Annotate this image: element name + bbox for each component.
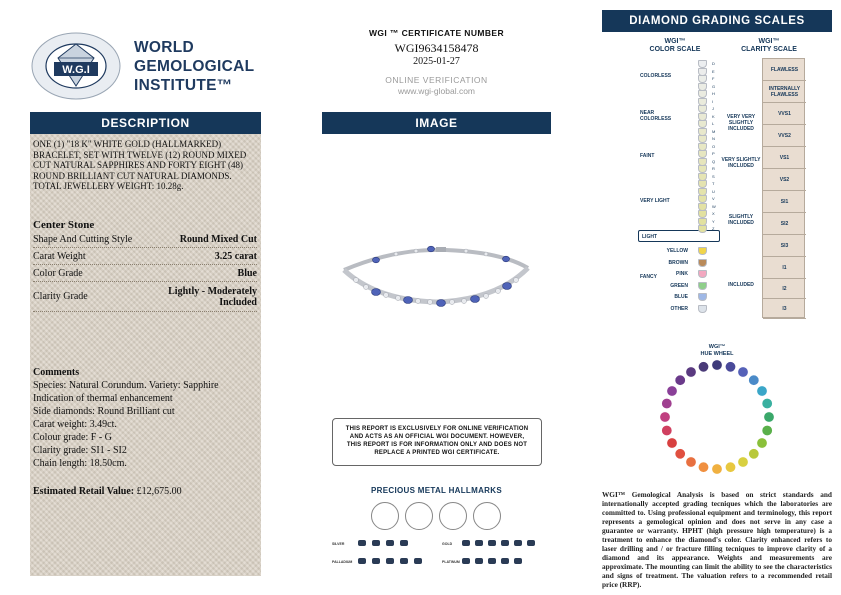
- hue-swatch: [762, 425, 772, 435]
- hallmark-row-label: PALLADIUM: [332, 560, 353, 564]
- hallmark-stamp-icon: [400, 540, 408, 546]
- hallmark-stamp-icon: [475, 540, 483, 546]
- fancy-color-label: BROWN: [668, 259, 688, 266]
- color-gem-icon: [698, 120, 707, 128]
- certificate-number: WGI9634158478: [394, 41, 479, 55]
- color-group-colorless: COLORLESS: [640, 73, 672, 79]
- hallmark-stamp-icon: [475, 558, 483, 564]
- light-range-box: [638, 230, 720, 242]
- fancy-color-label: OTHER: [670, 305, 688, 312]
- clarity-scale-heading: [734, 38, 804, 54]
- hallmark-stamp-icon: [414, 558, 422, 564]
- hue-swatch: [712, 464, 722, 474]
- clarity-grade-cell: SI1: [763, 191, 806, 213]
- hallmark-stamp-icon: [462, 540, 470, 546]
- gold-coin-icon: [371, 502, 399, 530]
- clarity-grade-cell: I3: [763, 299, 806, 319]
- hue-swatch: [757, 438, 767, 448]
- svg-text:W.G.I: W.G.I: [62, 64, 90, 76]
- certificate-date: 2025-01-27: [413, 56, 460, 67]
- comment-line: Colour grade: F - G: [33, 431, 112, 443]
- hue-swatch: [662, 398, 672, 408]
- hue-swatch: [686, 457, 696, 467]
- description-text: ONE (1) "18 K" WHITE GOLD (HALLMARKED) BRACELET, SET WITH TWELVE (12) ROUND MIXED CUT NATURAL SAPPHIRES AND FORTY EIGHT (48) ROUND BRILLIANT CUT NATURAL DIAMONDS. TOTAL JEWELLERY WEIGHT: 10.28g.: [33, 139, 247, 192]
- hallmark-stamp-icon: [400, 558, 408, 564]
- bronze-coin-icon: [473, 502, 501, 530]
- color-letter: N: [712, 136, 715, 141]
- hallmark-stamp-icon: [501, 540, 509, 546]
- hallmark-stamp-icon: [386, 540, 394, 546]
- spec-value: Lightly - Moderately Included: [168, 285, 257, 308]
- hallmark-stamps: [332, 540, 544, 570]
- color-group-light: LIGHT: [642, 234, 657, 240]
- fancy-gem-icon: [698, 282, 707, 290]
- clarity-scale-head-line: WGI™: [758, 38, 780, 45]
- clarity-group-included: INCLUDED: [728, 282, 754, 288]
- clarity-grade-cell: VVS1: [763, 103, 806, 125]
- middle-column: [322, 0, 551, 595]
- dark-metal-coin-icon: [405, 502, 433, 530]
- color-letter: Z: [712, 226, 715, 231]
- color-letter: D: [712, 61, 715, 66]
- color-gem-icon: [698, 150, 707, 158]
- comment-line: Side diamonds: Round Brilliant cut: [33, 405, 175, 417]
- comments-list: [33, 379, 257, 470]
- center-stone-title: Center Stone: [33, 218, 95, 231]
- color-letter: S: [712, 173, 715, 179]
- spec-label: Color Grade: [33, 267, 83, 279]
- hallmark-stamp-icon: [372, 540, 380, 546]
- left-column: [30, 0, 261, 595]
- fancy-gem-icon: [698, 293, 707, 301]
- color-letter: M: [712, 128, 716, 134]
- color-letter: E: [712, 68, 715, 74]
- clarity-grade-table: [762, 58, 805, 318]
- comment-line: Chain length: 18.50cm.: [33, 457, 127, 469]
- color-gem-icon: [698, 225, 707, 233]
- fancy-color-label: GREEN: [670, 282, 688, 289]
- hallmark-stamp-icon: [527, 540, 535, 546]
- fancy-gem-icon: [698, 259, 707, 267]
- color-letter: U: [712, 188, 715, 194]
- clarity-grade-cell: I1: [763, 257, 806, 279]
- clarity-grade-cell: FLAWLESS: [763, 59, 806, 81]
- hue-swatch: [662, 425, 672, 435]
- hallmark-stamp-icon: [501, 558, 509, 564]
- hue-swatch: [762, 398, 772, 408]
- color-gem-icon: [698, 195, 707, 203]
- spec-label: Shape And Cutting Style: [33, 233, 133, 245]
- fancy-color-label: PINK: [676, 271, 688, 277]
- hue-swatch: [738, 457, 748, 467]
- color-letter: J: [712, 106, 714, 111]
- hallmark-stamp-icon: [488, 540, 496, 546]
- right-column: [602, 0, 832, 595]
- hue-swatch: [749, 449, 759, 459]
- retail-label: Estimated Retail Value:: [33, 485, 135, 497]
- hue-wheel-head-line: WGI™: [708, 344, 726, 350]
- color-gem-icon: [698, 60, 707, 68]
- color-letter: H: [712, 91, 715, 96]
- color-gem-icon: [698, 135, 707, 143]
- color-gem-icon: [698, 75, 707, 83]
- hallmark-stamp-icon: [462, 558, 470, 564]
- logo-line-1: WORLD: [134, 39, 195, 56]
- spec-label: Carat Weight: [33, 250, 86, 262]
- description-panel: [30, 134, 261, 576]
- fancy-color-label: BLUE: [674, 294, 688, 300]
- hue-wheel-head-line: HUE WHEEL: [700, 350, 734, 357]
- color-gem-icon: [698, 105, 707, 113]
- clarity-group-vvs: VERY VERY SLIGHTLY INCLUDED: [726, 114, 756, 132]
- spec-value: Round Mixed Cut: [179, 233, 257, 245]
- retail-amount: £12,675.00: [136, 485, 182, 497]
- hallmark-row-label: GOLD: [442, 542, 453, 546]
- hue-swatch: [725, 462, 735, 472]
- color-group-faint: FAINT: [640, 153, 655, 159]
- hallmark-stamp-icon: [386, 558, 394, 564]
- hue-swatch: [764, 412, 774, 422]
- clarity-grade-cell: SI3: [763, 235, 806, 257]
- description-heading: DESCRIPTION: [30, 112, 261, 134]
- logo-wordmark: [134, 38, 254, 95]
- hue-swatch: [712, 360, 722, 370]
- bracelet-photo: [336, 240, 536, 320]
- hue-swatch: [757, 386, 767, 396]
- clarity-grade-cell: I2: [763, 279, 806, 299]
- color-scale-head-line: COLOR SCALE: [649, 46, 701, 53]
- color-gem-icon: [698, 90, 707, 98]
- hue-swatch: [660, 412, 670, 422]
- fancy-color-label: YELLOW: [666, 248, 688, 254]
- color-letter: L: [712, 121, 715, 126]
- hue-swatch: [686, 367, 696, 377]
- grading-disclaimer-text: WGI™ Gemological Analysis is based on strict standards and internationally accepted grading tecniques which the laboratories are committed to. Using professional equipment and terminology, this report represents a gemological opinion and does not serve in any case a guarantee or warranty. HPHT (high pressure high temperature) is a treatment to enhance the diamond's color. Clarity enhanced refers to laser drilling and / or fracture filling tecniques to improve clarity of a diamond and its appearance. Weights and measurements are approximate. The mounting can limit the ability to see the characteristics and signs of treatment. The valuation refers to a recommended retail price (RRP).: [602, 490, 832, 589]
- color-letter: O: [712, 143, 716, 149]
- clarity-group-si: SLIGHTLY INCLUDED: [728, 214, 754, 226]
- comment-line: Species: Natural Corundum. Variety: Sapphire: [33, 379, 219, 391]
- hallmarks-title: PRECIOUS METAL HALLMARKS: [371, 486, 502, 495]
- image-heading: IMAGE: [322, 112, 551, 134]
- color-letter: W: [712, 203, 716, 209]
- hallmark-stamp-icon: [372, 558, 380, 564]
- online-verification-label: ONLINE VERIFICATION: [385, 75, 488, 85]
- color-letter: Y: [712, 218, 715, 224]
- color-letter: G: [712, 83, 716, 89]
- fancy-label: FANCY: [640, 274, 657, 280]
- spec-row-shape: [33, 231, 257, 248]
- spec-row-color: [33, 265, 257, 282]
- color-group-very-light: VERY LIGHT: [640, 198, 670, 204]
- clarity-group-vs: VERY SLIGHTLY INCLUDED: [721, 157, 761, 169]
- color-letter: P: [712, 151, 715, 156]
- hue-swatch: [725, 362, 735, 372]
- wgi-emblem: [30, 30, 122, 102]
- spec-value: Blue: [237, 267, 257, 279]
- spec-value: 3.25 carat: [214, 250, 257, 262]
- color-letter: Q: [712, 158, 716, 164]
- comment-line: Carat weight: 3.49ct.: [33, 418, 117, 430]
- comment-line: Indication of thermal enhancement: [33, 392, 173, 404]
- hallmark-coins: [371, 502, 502, 532]
- silver-coin-icon: [439, 502, 467, 530]
- hue-swatch: [698, 462, 708, 472]
- color-gem-icon: [698, 180, 707, 188]
- hallmark-stamp-icon: [514, 540, 522, 546]
- logo-line-3: INSTITUTE™: [134, 77, 233, 94]
- logo-line-2: GEMOLOGICAL: [134, 58, 255, 75]
- wgi-logo: [30, 30, 261, 102]
- color-letter: R: [712, 166, 715, 171]
- clarity-grade-cell: INTERNALLY FLAWLESS: [763, 81, 806, 103]
- fancy-gem-icon: [698, 305, 707, 313]
- verification-url[interactable]: www.wgi-global.com: [398, 86, 475, 96]
- hue-swatch: [667, 386, 677, 396]
- hue-swatch: [675, 449, 685, 459]
- color-group-near-colorless: NEAR COLORLESS: [640, 110, 672, 122]
- hallmark-row-label: SILVER: [332, 542, 345, 546]
- color-letter: V: [712, 196, 715, 201]
- hue-swatch: [667, 438, 677, 448]
- hallmark-row-label: PLATINUM: [442, 560, 460, 564]
- comments-title: Comments: [33, 366, 80, 378]
- color-letter: I: [712, 98, 714, 104]
- color-scale-head-line: WGI™: [664, 38, 686, 45]
- hallmark-stamp-icon: [358, 540, 366, 546]
- color-gem-icon: [698, 165, 707, 173]
- clarity-grade-cell: VS1: [763, 147, 806, 169]
- hallmark-stamp-icon: [514, 558, 522, 564]
- online-disclaimer: THIS REPORT IS EXCLUSIVELY FOR ONLINE VERIFICATION AND ACTS AS AN OFFICIAL WGI DOCUMENT. HOWEVER, THIS REPORT IS FOR INFORMATION ONLY AND DOES NOT REPLACE A PRINTED WGI CERTIFICATE.: [332, 418, 542, 466]
- clarity-grade-cell: VVS2: [763, 125, 806, 147]
- hue-wheel-diagram: [652, 356, 782, 478]
- clarity-scale-head-line: CLARITY SCALE: [741, 46, 797, 53]
- color-gem-icon: [698, 210, 707, 218]
- hue-swatch: [675, 375, 685, 385]
- spec-row-clarity: [33, 282, 257, 312]
- color-scale-heading: [640, 38, 710, 54]
- retail-value: [33, 487, 257, 498]
- spec-row-carat: [33, 248, 257, 265]
- color-letter: F: [712, 76, 715, 81]
- hue-swatch: [738, 367, 748, 377]
- hallmark-stamp-icon: [358, 558, 366, 564]
- color-letter: K: [712, 113, 715, 119]
- color-letter: T: [712, 181, 715, 186]
- hue-swatch: [749, 375, 759, 385]
- certificate-label: WGI ™ CERTIFICATE NUMBER: [368, 28, 505, 38]
- spec-label: Clarity Grade: [33, 291, 88, 303]
- clarity-grade-cell: SI2: [763, 213, 806, 235]
- fancy-gem-icon: [698, 247, 707, 255]
- fancy-gem-icon: [698, 270, 707, 278]
- clarity-grade-cell: VS2: [763, 169, 806, 191]
- grading-scales-heading: DIAMOND GRADING SCALES: [602, 10, 832, 32]
- hallmark-stamp-icon: [488, 558, 496, 564]
- comment-line: Clarity grade: SI1 - SI2: [33, 444, 127, 456]
- hue-swatch: [698, 362, 708, 372]
- color-letter: X: [712, 211, 715, 216]
